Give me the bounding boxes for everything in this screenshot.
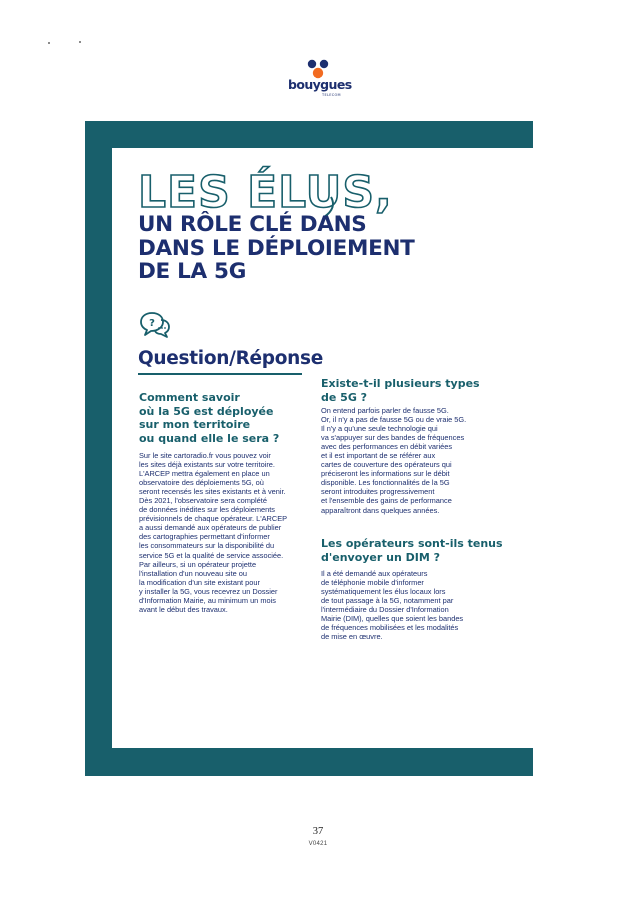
question-answer-bubbles-icon — [139, 311, 171, 339]
answer-line: a aussi demandé aux opérateurs de publier — [139, 523, 282, 533]
answer-line: Il a été demandé aux opérateurs — [321, 569, 428, 578]
answer-line: apparaîtront dans quelques années. — [321, 505, 440, 515]
answer-line: On entend parfois parler de fausse 5G. — [321, 406, 449, 415]
answer-paragraph — [139, 451, 287, 614]
question-title — [321, 537, 503, 564]
question-line: d'envoyer un DIM ? — [321, 550, 441, 564]
answer-line: systématiquement les élus locaux lors — [321, 587, 446, 597]
answer-line: prévisionnels de chaque opérateur. L'ARCEP — [139, 514, 288, 524]
answer-line: de données inédites sur les déploiements — [139, 505, 275, 515]
answer-line: Dès 2021, l'observatoire sera complété — [139, 496, 267, 506]
brand-name: bouygues — [288, 77, 352, 92]
question-line: où la 5G est déployée — [139, 404, 274, 418]
answer-line: d'Information Mairie, au minimum un mois — [139, 595, 276, 605]
answer-line: la modification d'un site existant pour — [139, 577, 260, 587]
answer-line: seront introduites progressivement — [321, 487, 435, 497]
bouygues-logo — [288, 58, 352, 100]
answer-line: service 5G et la qualité de service associée. — [139, 550, 284, 560]
answer-line: de tout passage à la 5G, notamment par — [321, 596, 454, 606]
question-line: de 5G ? — [321, 390, 368, 404]
question-title — [321, 377, 480, 404]
answer-paragraph — [321, 406, 466, 515]
answer-line: les sites déjà existants sur votre territoire. — [139, 460, 275, 470]
answer-line: de fréquences mobilisées et les modalités — [321, 623, 459, 633]
answer-line: des cartographies permettant d'informer — [139, 532, 270, 542]
page-number: 37 — [312, 826, 324, 837]
brand-tagline: TELECOM — [322, 93, 341, 97]
answer-line: avant le début des travaux. — [139, 604, 228, 614]
answer-line: Sur le site cartoradio.fr vous pouvez voir — [139, 451, 271, 460]
answer-line: y installer la 5G, vous recevrez un Dossier — [139, 586, 278, 596]
question-line: sur mon territoire — [139, 418, 251, 432]
title-subtitle-line: UN RÔLE CLÉ DANS — [138, 212, 367, 237]
answer-line: disponible. Les fonctionnalités de la 5G — [321, 478, 450, 488]
question-title — [139, 391, 279, 445]
answer-line: seront recensés les sites existants et à venir. — [139, 487, 286, 497]
answer-line: avec des performances en débit variées — [321, 442, 453, 452]
title-subtitle — [138, 213, 415, 284]
answer-line: et l'ensemble des gains de performance — [321, 496, 452, 506]
answer-line: de mise en œuvre. — [321, 632, 383, 642]
answer-line: va s'appuyer sur des bandes de fréquences — [321, 433, 465, 443]
section-underline — [138, 373, 302, 375]
question-line: Les opérateurs sont-ils tenus — [321, 537, 503, 550]
document-code: V0421 — [308, 841, 328, 847]
answer-line: l'intermédiaire du Dossier d'Information — [321, 605, 449, 615]
section-title: Question/Réponse — [138, 348, 323, 369]
answer-line: l'installation d'un nouveau site ou — [139, 568, 248, 578]
svg-text:?: ? — [149, 318, 155, 329]
question-line: Comment savoir — [139, 391, 240, 404]
scan-mark — [48, 42, 50, 44]
answer-line: cartes de couverture des opérateurs qui — [321, 460, 452, 470]
answer-line: observatoire des déploiements 5G, où — [139, 478, 264, 488]
answer-line: L'ARCEP mettra également en place un — [139, 469, 270, 479]
title-main: LES ÉLUS, — [138, 167, 393, 218]
answer-line: Mairie (DIM), quelles que soient les bandes — [321, 614, 464, 624]
title-subtitle-line: DANS LE DÉPLOIEMENT — [138, 235, 415, 261]
answer-line: Par ailleurs, si un opérateur projette — [139, 559, 257, 569]
answer-line: Or, il n'y a pas de fausse 5G ou de vraie 5G. — [321, 415, 467, 425]
question-line: Existe-t-il plusieurs types — [321, 377, 480, 390]
scan-mark — [79, 41, 81, 43]
answer-line: et il est important de se référer aux — [321, 451, 436, 461]
question-line: ou quand elle le sera ? — [139, 431, 280, 445]
answer-line: les consommateurs sur la disponibilité du — [139, 541, 275, 551]
answer-line: préciseront les informations sur le débit — [321, 469, 450, 479]
answer-paragraph — [321, 569, 463, 641]
answer-line: de téléphonie mobile d'informer — [321, 578, 424, 588]
answer-line: Il n'y a qu'une seule technologie qui — [321, 424, 438, 434]
title-subtitle-line: DE LA 5G — [138, 259, 247, 285]
